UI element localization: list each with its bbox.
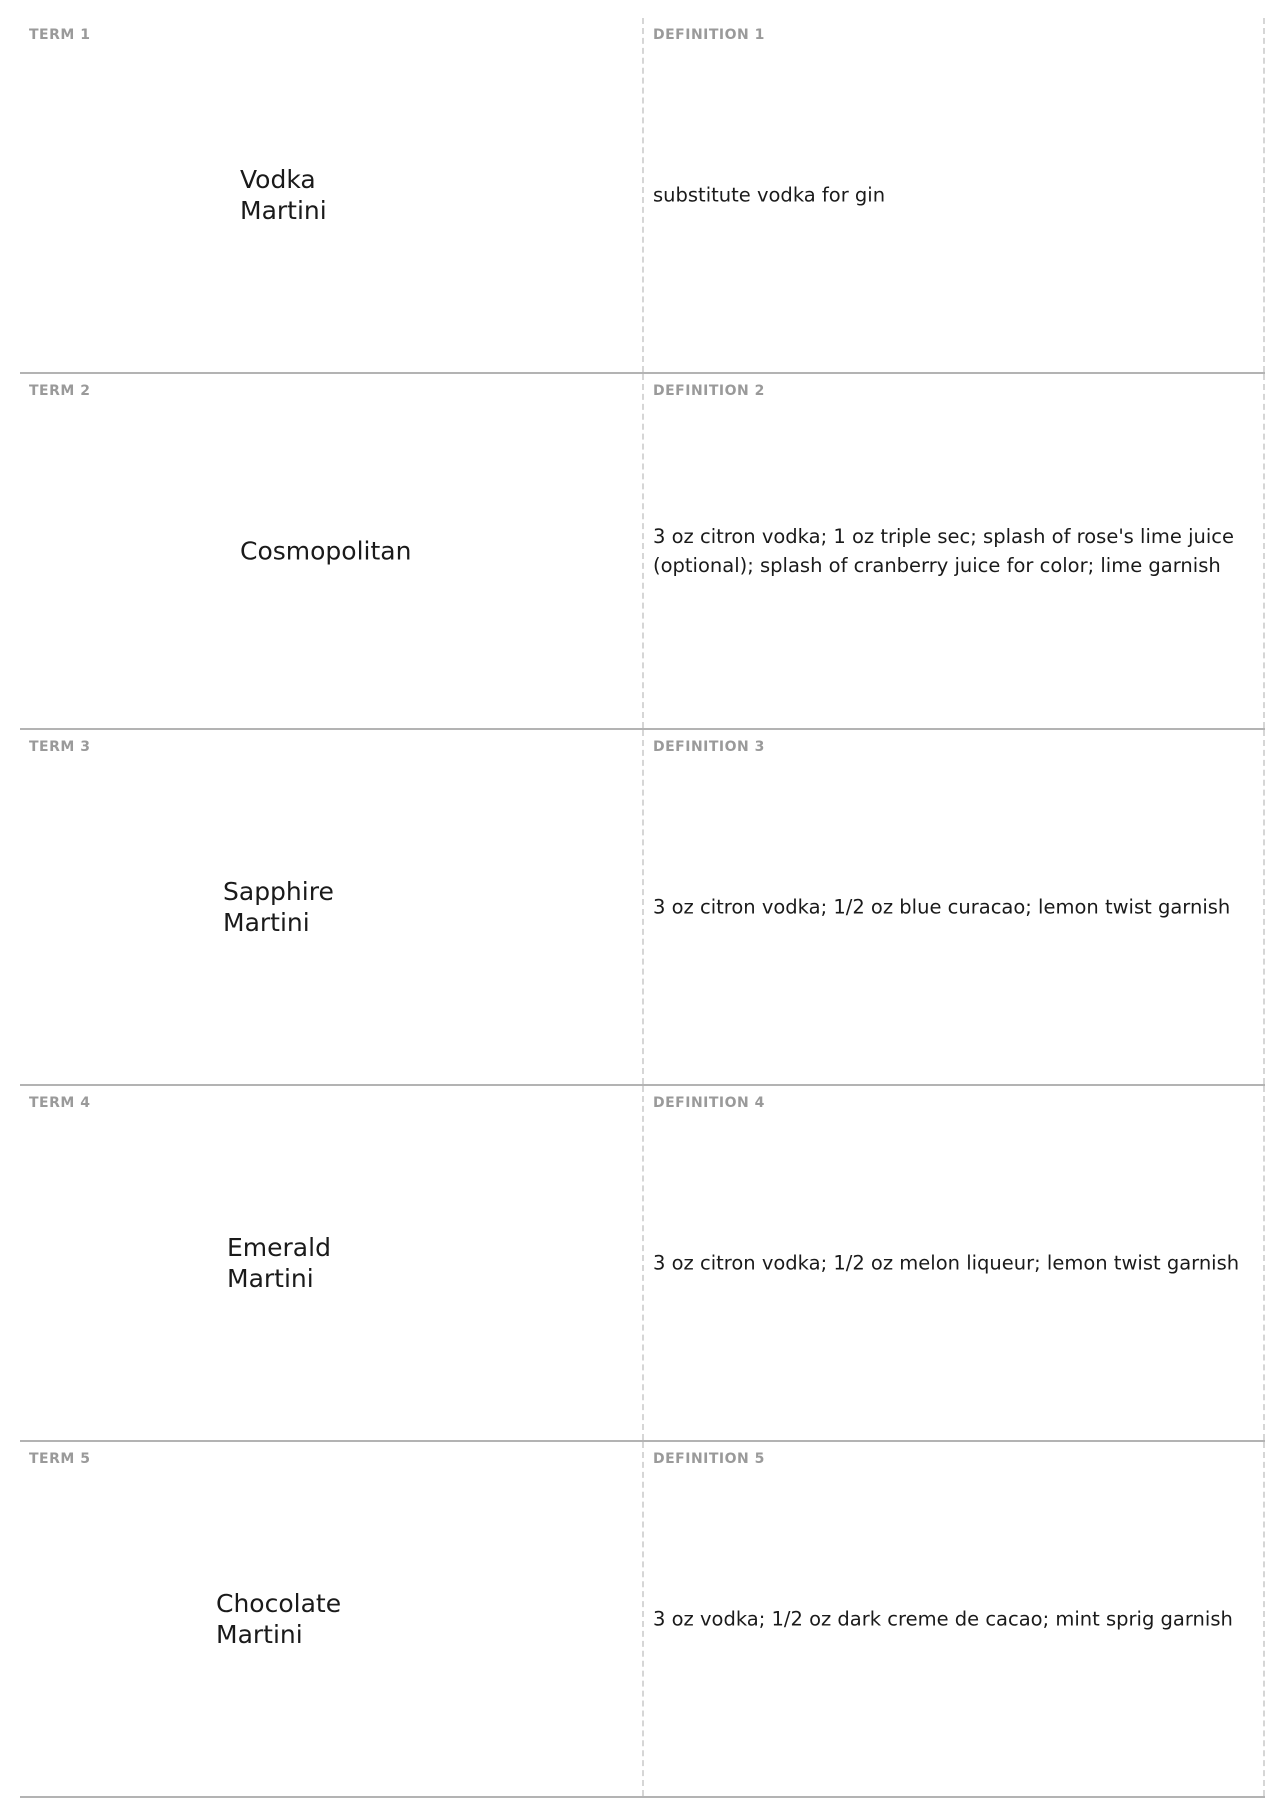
definition-label: DEFINITION 3 <box>653 739 765 755</box>
flashcard-sheet <box>20 18 1265 1798</box>
definition-cell <box>644 374 1265 728</box>
term-text: Cosmopolitan <box>240 536 412 566</box>
definition-text: 3 oz citron vodka; 1/2 oz melon liqueur; lemon twist garnish <box>653 1251 1240 1275</box>
definition-label: DEFINITION 2 <box>653 383 765 399</box>
term-text: Sapphire Martini <box>223 877 334 937</box>
term-cell <box>20 18 644 372</box>
term-label: TERM 5 <box>29 1451 91 1467</box>
definition-text: 3 oz vodka; 1/2 oz dark creme de cacao; mint sprig garnish <box>653 1607 1233 1631</box>
definition-cell <box>644 1442 1265 1796</box>
term-label: TERM 2 <box>29 383 91 399</box>
flashcard-row <box>20 18 1265 374</box>
definition-label: DEFINITION 5 <box>653 1451 765 1467</box>
term-cell <box>20 374 644 728</box>
flashcard-row <box>20 374 1265 730</box>
term-cell <box>20 730 644 1084</box>
term-text: Vodka Martini <box>240 165 327 225</box>
definition-text: substitute vodka for gin <box>653 183 886 207</box>
definition-cell <box>644 18 1265 372</box>
term-label: TERM 1 <box>29 27 91 43</box>
definition-cell <box>644 730 1265 1084</box>
term-cell <box>20 1442 644 1796</box>
definition-cell <box>644 1086 1265 1440</box>
term-cell <box>20 1086 644 1440</box>
flashcard-row <box>20 1442 1265 1798</box>
definition-label: DEFINITION 1 <box>653 27 765 43</box>
term-text: Emerald Martini <box>227 1233 331 1293</box>
flashcard-row <box>20 730 1265 1086</box>
definition-text: 3 oz citron vodka; 1/2 oz blue curacao; lemon twist garnish <box>653 895 1231 919</box>
term-label: TERM 3 <box>29 739 91 755</box>
definition-text: 3 oz citron vodka; 1 oz triple sec; splash of rose's lime juice (optional); splash of cranberry juice for color; lime garnish <box>653 525 1234 577</box>
definition-label: DEFINITION 4 <box>653 1095 765 1111</box>
term-label: TERM 4 <box>29 1095 91 1111</box>
flashcard-row <box>20 1086 1265 1442</box>
term-text: Chocolate Martini <box>216 1589 342 1649</box>
